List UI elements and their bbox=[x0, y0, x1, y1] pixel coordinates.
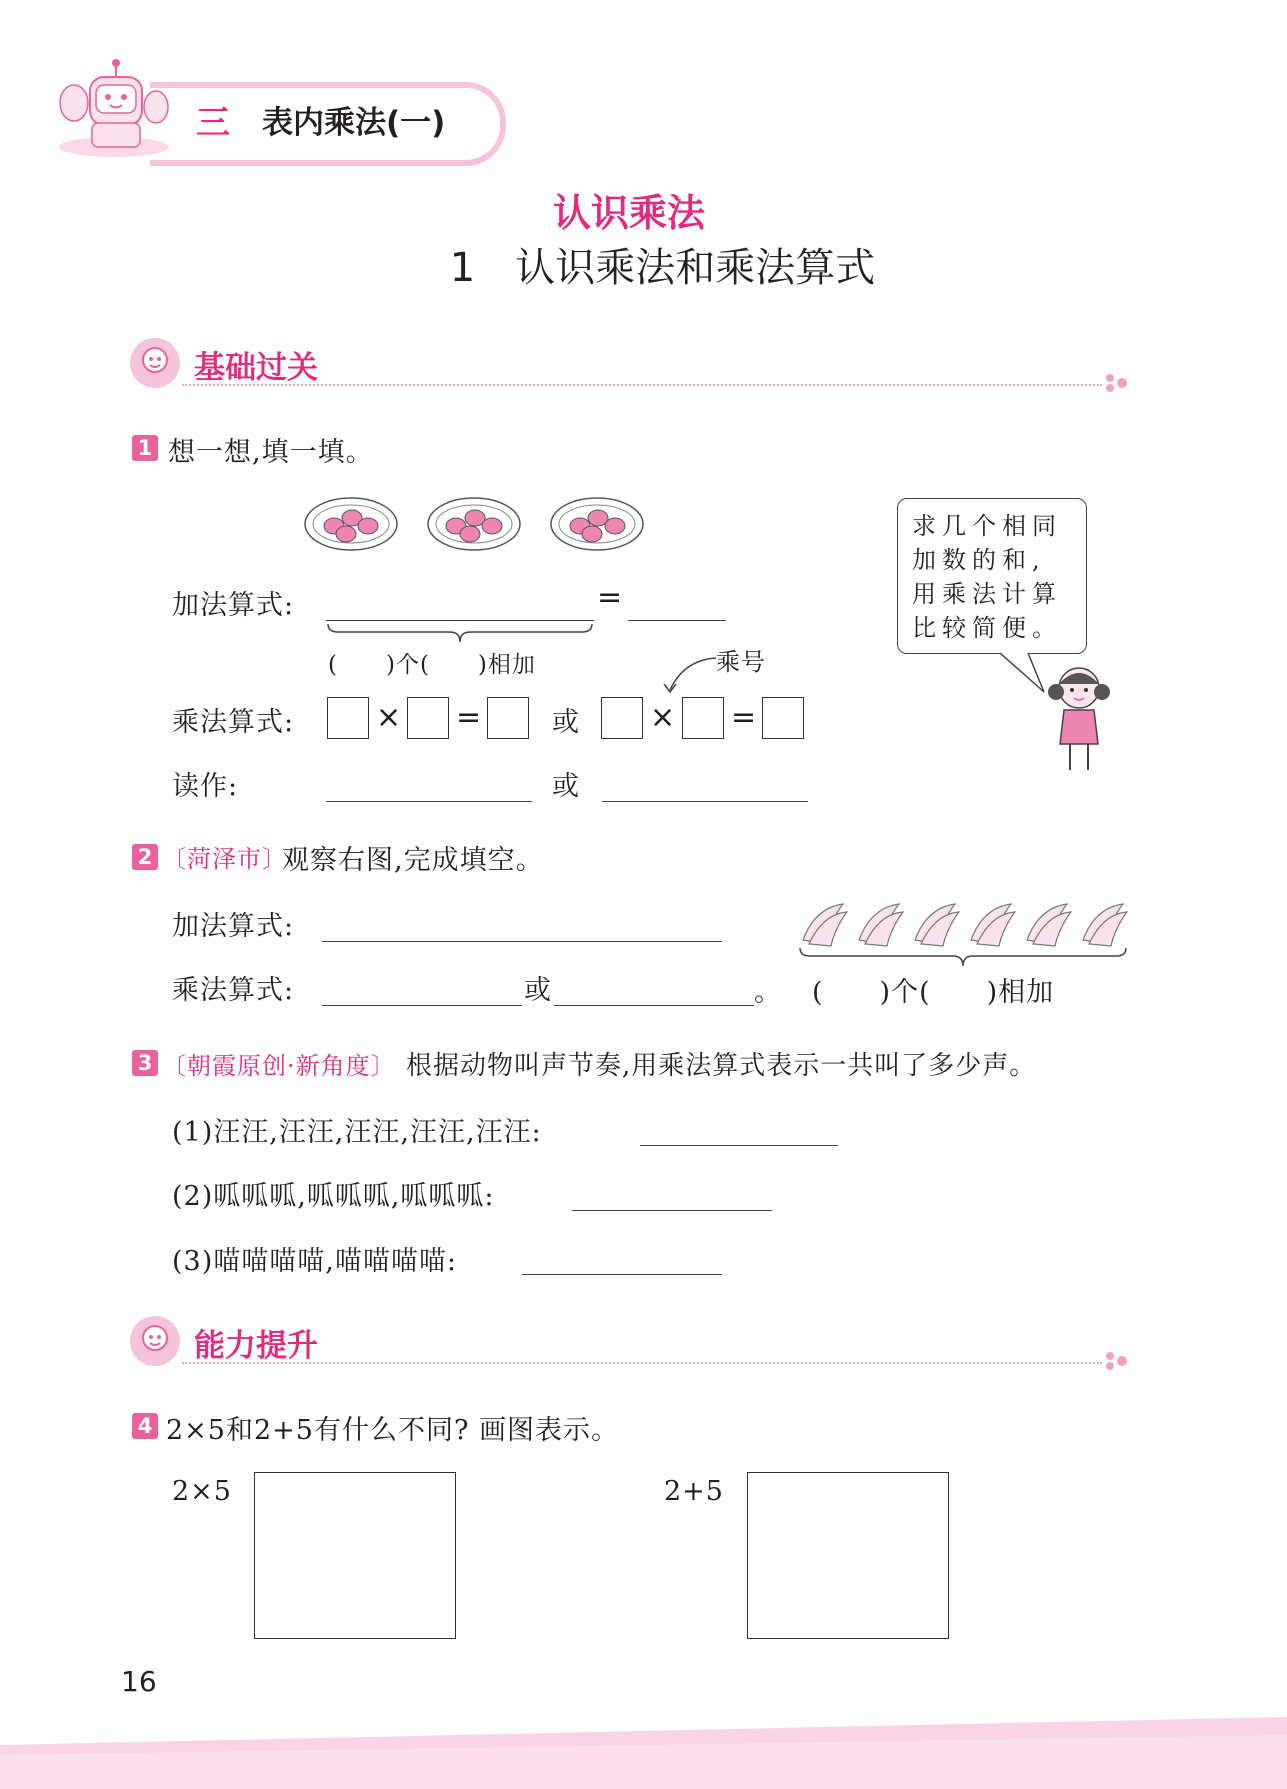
answer-box-1[interactable] bbox=[327, 697, 369, 739]
q3-item-2: (2)呱呱呱,呱呱呱,呱呱呱: bbox=[172, 1181, 495, 1212]
q1-sum-blank[interactable] bbox=[628, 620, 726, 621]
q1-read-blank-1[interactable] bbox=[326, 801, 532, 802]
chapter-title: 表内乘法(一) bbox=[262, 105, 446, 141]
lesson-title: 1 认识乘法和乘法算式 bbox=[449, 245, 876, 291]
divider-dots-icon bbox=[1104, 1348, 1134, 1372]
strawberry-plate-2 bbox=[428, 498, 520, 550]
q1-mult-label: 乘法算式: bbox=[172, 707, 295, 738]
section-advanced-heading: 能力提升 bbox=[194, 1328, 318, 1364]
q3-number: 3 bbox=[132, 1050, 158, 1076]
q1-prompt: 想一想,填一填。 bbox=[168, 437, 374, 468]
q1-number: 1 bbox=[132, 435, 158, 461]
q2-number: 2 bbox=[132, 844, 158, 870]
q2-add-label: 加法算式: bbox=[172, 911, 295, 942]
answer-box-2[interactable] bbox=[407, 697, 449, 739]
q3-answer-blank-3[interactable] bbox=[522, 1274, 722, 1275]
q3-answer-blank-2[interactable] bbox=[572, 1210, 772, 1211]
answer-box-4[interactable] bbox=[601, 697, 643, 739]
arrow-icon bbox=[660, 654, 720, 696]
q1-add-blank[interactable] bbox=[326, 620, 594, 621]
section-basic-heading: 基础过关 bbox=[194, 350, 318, 386]
q4-right-draw-box[interactable] bbox=[747, 1472, 949, 1639]
q2-period: 。 bbox=[754, 977, 782, 1008]
divider-dots-icon bbox=[1104, 370, 1134, 394]
or-text: 或 bbox=[552, 707, 580, 738]
q1-brace-text: ( )个( )相加 bbox=[328, 652, 536, 678]
q3-tag: 〔朝霞原创·新角度〕 bbox=[162, 1052, 396, 1080]
q4-left-label: 2×5 bbox=[172, 1476, 232, 1507]
bubble-text: 求几个相同加数的和,用乘法计算比较简便。 bbox=[912, 512, 1062, 642]
or-text: 或 bbox=[552, 771, 580, 802]
bubble-tail-icon bbox=[1000, 652, 1050, 696]
q2-mult-label: 乘法算式: bbox=[172, 975, 295, 1006]
strawberry-plate-3 bbox=[551, 498, 643, 550]
brace-icon bbox=[326, 622, 594, 644]
answer-box-3[interactable] bbox=[487, 697, 529, 739]
q1-read-label: 读作: bbox=[172, 771, 239, 802]
q3-prompt: 根据动物叫声节奏,用乘法算式表示一共叫了多少声。 bbox=[406, 1051, 1037, 1081]
brace-icon bbox=[798, 946, 1128, 968]
page-number: 16 bbox=[121, 1665, 157, 1698]
strawberry-plates bbox=[300, 490, 650, 560]
q4-left-draw-box[interactable] bbox=[254, 1472, 456, 1639]
q3-item-1: (1)汪汪,汪汪,汪汪,汪汪,汪汪: bbox=[172, 1117, 542, 1148]
speech-bubble bbox=[897, 498, 1087, 654]
q1-read-blank-2[interactable] bbox=[602, 801, 808, 802]
footer-band bbox=[0, 1705, 1287, 1789]
answer-box-5[interactable] bbox=[682, 697, 724, 739]
q4-prompt: 2×5和2+5有什么不同? 画图表示。 bbox=[166, 1415, 620, 1446]
q2-mult-blank-1[interactable] bbox=[322, 1005, 522, 1006]
q1-equals: = bbox=[597, 580, 624, 615]
q2-mult-blank-2[interactable] bbox=[554, 1005, 754, 1006]
q1-add-label: 加法算式: bbox=[172, 590, 295, 621]
q4-number: 4 bbox=[132, 1413, 158, 1439]
equals-sign: = bbox=[456, 700, 483, 735]
robot-mascot-icon bbox=[52, 55, 182, 160]
girl-illustration bbox=[1044, 658, 1114, 776]
section-divider bbox=[182, 1362, 1102, 1364]
q2-tag: 〔菏泽市〕 bbox=[162, 845, 287, 873]
section-badge-icon bbox=[128, 1314, 182, 1368]
times-sign: × bbox=[650, 700, 677, 735]
q2-prompt: 观察右图,完成填空。 bbox=[282, 845, 544, 876]
q3-item-3: (3)喵喵喵喵,喵喵喵喵: bbox=[172, 1246, 457, 1277]
answer-box-6[interactable] bbox=[762, 697, 804, 739]
q3-answer-blank-1[interactable] bbox=[640, 1145, 838, 1146]
q1-arrow-label: 乘号 bbox=[716, 648, 766, 676]
times-sign: × bbox=[376, 700, 403, 735]
or-text: 或 bbox=[524, 975, 552, 1006]
section-divider bbox=[182, 384, 1102, 386]
q4-right-label: 2+5 bbox=[664, 1476, 724, 1507]
section-badge-icon bbox=[128, 336, 182, 390]
q2-brace-text: ( )个( )相加 bbox=[812, 977, 1055, 1008]
chapter-number: 三 bbox=[196, 103, 230, 143]
q2-add-blank[interactable] bbox=[322, 941, 722, 942]
equals-sign: = bbox=[731, 700, 758, 735]
section-title: 认识乘法 bbox=[552, 191, 705, 235]
strawberry-plate-1 bbox=[305, 498, 397, 550]
